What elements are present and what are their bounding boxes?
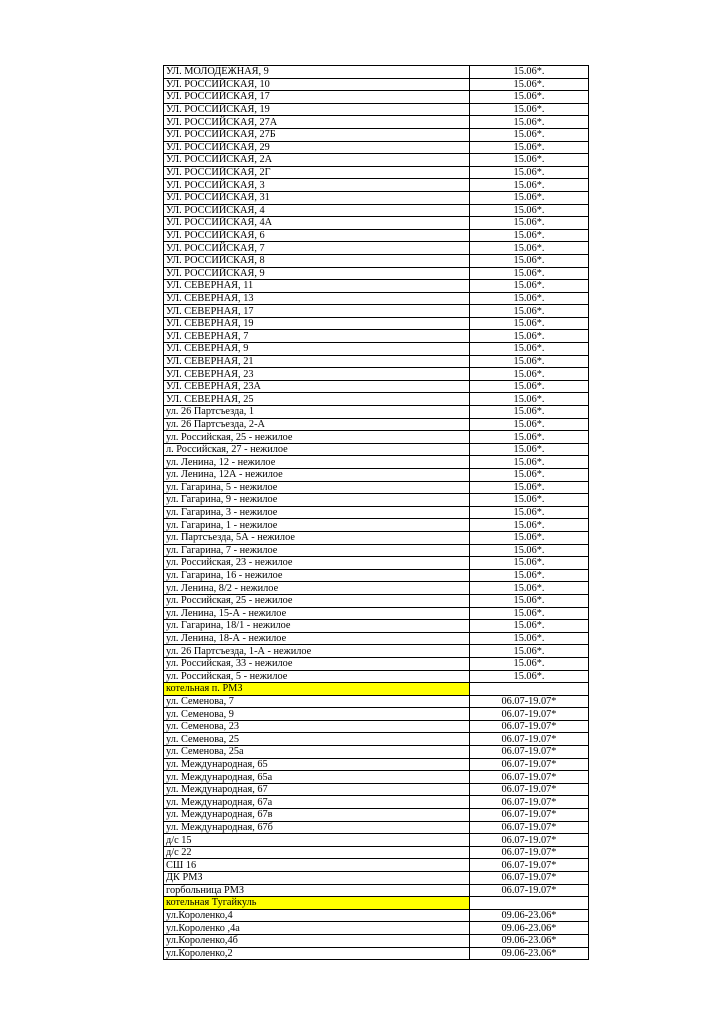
date-cell: 15.06*. bbox=[470, 204, 589, 217]
table-row bbox=[164, 947, 589, 960]
address-cell: УЛ. СЕВЕРНАЯ, 25 bbox=[164, 393, 470, 406]
date-cell: 15.06*. bbox=[470, 317, 589, 330]
address-cell: УЛ. СЕВЕРНАЯ, 19 bbox=[164, 317, 470, 330]
date-cell: 15.06*. bbox=[470, 406, 589, 419]
address-cell: СШ 16 bbox=[164, 859, 470, 872]
table-row bbox=[164, 343, 589, 356]
table-row bbox=[164, 91, 589, 104]
address-cell: ул. Международная, 67в bbox=[164, 809, 470, 822]
date-cell: 15.06*. bbox=[470, 607, 589, 620]
address-cell: ул. Гагарина, 3 - нежилое bbox=[164, 506, 470, 519]
section-row bbox=[164, 683, 589, 696]
table-row bbox=[164, 720, 589, 733]
table-row bbox=[164, 217, 589, 230]
table-row bbox=[164, 267, 589, 280]
date-cell: 15.06*. bbox=[470, 355, 589, 368]
date-cell: 15.06*. bbox=[470, 166, 589, 179]
address-cell: ул. Международная, 65 bbox=[164, 758, 470, 771]
table-row bbox=[164, 506, 589, 519]
table-row bbox=[164, 393, 589, 406]
date-cell: 15.06*. bbox=[470, 569, 589, 582]
date-cell: 15.06*. bbox=[470, 368, 589, 381]
table-row bbox=[164, 846, 589, 859]
date-cell: 06.07-19.07* bbox=[470, 746, 589, 759]
table-row bbox=[164, 872, 589, 885]
date-cell: 15.06*. bbox=[470, 330, 589, 343]
date-cell: 15.06*. bbox=[470, 78, 589, 91]
table-row bbox=[164, 368, 589, 381]
address-cell: ул. Семенова, 9 bbox=[164, 708, 470, 721]
address-cell: УЛ. РОССИЙСКАЯ, 4А bbox=[164, 217, 470, 230]
address-cell: ул. Гагарина, 7 - нежилое bbox=[164, 544, 470, 557]
section-title-cell: котельная Тугайкуль bbox=[164, 897, 470, 910]
table-row bbox=[164, 191, 589, 204]
date-cell: 15.06*. bbox=[470, 657, 589, 670]
address-cell: ул. Российская, 33 - нежилое bbox=[164, 657, 470, 670]
address-cell: УЛ. СЕВЕРНАЯ, 23 bbox=[164, 368, 470, 381]
table-row bbox=[164, 292, 589, 305]
address-cell: ул. Гагарина, 1 - нежилое bbox=[164, 519, 470, 532]
address-cell: УЛ. РОССИЙСКАЯ, 27Б bbox=[164, 128, 470, 141]
table-row bbox=[164, 317, 589, 330]
table-row bbox=[164, 204, 589, 217]
date-cell: 15.06*. bbox=[470, 456, 589, 469]
date-cell: 15.06*. bbox=[470, 645, 589, 658]
table-row bbox=[164, 809, 589, 822]
date-cell: 15.06*. bbox=[470, 393, 589, 406]
date-cell: 15.06*. bbox=[470, 305, 589, 318]
date-cell: 15.06*. bbox=[470, 267, 589, 280]
table-row bbox=[164, 469, 589, 482]
address-cell: ул. Ленина, 8/2 - нежилое bbox=[164, 582, 470, 595]
date-cell: 15.06*. bbox=[470, 191, 589, 204]
address-cell: УЛ. РОССИЙСКАЯ, 27А bbox=[164, 116, 470, 129]
address-cell: ул. Семенова, 23 bbox=[164, 720, 470, 733]
table-row bbox=[164, 834, 589, 847]
date-cell: 06.07-19.07* bbox=[470, 821, 589, 834]
date-cell: 15.06*. bbox=[470, 531, 589, 544]
table-row bbox=[164, 531, 589, 544]
address-cell: ул. Партсъезда, 5А - нежилое bbox=[164, 531, 470, 544]
address-cell: ул. 26 Партсъезда, 1 bbox=[164, 406, 470, 419]
date-cell: 09.06-23.06* bbox=[470, 934, 589, 947]
table-row bbox=[164, 355, 589, 368]
address-cell: ул. Гагарина, 16 - нежилое bbox=[164, 569, 470, 582]
table-row bbox=[164, 229, 589, 242]
address-cell: ул. Международная, 67б bbox=[164, 821, 470, 834]
date-cell: 06.07-19.07* bbox=[470, 846, 589, 859]
address-cell: ул. Семенова, 25а bbox=[164, 746, 470, 759]
address-cell: ул. Семенова, 25 bbox=[164, 733, 470, 746]
table-row bbox=[164, 632, 589, 645]
address-cell: УЛ. РОССИЙСКАЯ, 31 bbox=[164, 191, 470, 204]
address-cell: УЛ. РОССИЙСКАЯ, 4 bbox=[164, 204, 470, 217]
table-row bbox=[164, 620, 589, 633]
table-row bbox=[164, 859, 589, 872]
address-cell: горбольница РМЗ bbox=[164, 884, 470, 897]
address-cell: ул.Короленко ,4а bbox=[164, 922, 470, 935]
table-row bbox=[164, 242, 589, 255]
date-cell: 15.06*. bbox=[470, 494, 589, 507]
table-row bbox=[164, 141, 589, 154]
address-cell: ул. Международная, 65а bbox=[164, 771, 470, 784]
date-cell: 06.07-19.07* bbox=[470, 809, 589, 822]
table-row bbox=[164, 481, 589, 494]
date-cell: 06.07-19.07* bbox=[470, 796, 589, 809]
date-cell: 06.07-19.07* bbox=[470, 884, 589, 897]
table-row bbox=[164, 607, 589, 620]
table-row bbox=[164, 179, 589, 192]
address-cell: УЛ. РОССИЙСКАЯ, 2А bbox=[164, 154, 470, 167]
date-cell: 15.06*. bbox=[470, 179, 589, 192]
address-cell: ул. Ленина, 15-А - нежилое bbox=[164, 607, 470, 620]
date-cell: 15.06*. bbox=[470, 481, 589, 494]
table-row bbox=[164, 594, 589, 607]
table-row bbox=[164, 78, 589, 91]
date-cell: 15.06*. bbox=[470, 217, 589, 230]
date-cell: 15.06*. bbox=[470, 91, 589, 104]
date-cell: 06.07-19.07* bbox=[470, 695, 589, 708]
address-cell: ул. Ленина, 12А - нежилое bbox=[164, 469, 470, 482]
address-cell: УЛ. РОССИЙСКАЯ, 2Г bbox=[164, 166, 470, 179]
date-cell: 15.06*. bbox=[470, 443, 589, 456]
date-cell: 15.06*. bbox=[470, 292, 589, 305]
schedule-table-body bbox=[164, 66, 589, 960]
address-cell: ул. Российская, 25 - нежилое bbox=[164, 431, 470, 444]
table-row bbox=[164, 746, 589, 759]
date-cell: 06.07-19.07* bbox=[470, 708, 589, 721]
date-cell: 09.06-23.06* bbox=[470, 922, 589, 935]
address-cell: ул. Семенова, 7 bbox=[164, 695, 470, 708]
date-cell: 06.07-19.07* bbox=[470, 771, 589, 784]
table-row bbox=[164, 330, 589, 343]
table-row bbox=[164, 922, 589, 935]
date-cell: 15.06*. bbox=[470, 141, 589, 154]
address-cell: УЛ. РОССИЙСКАЯ, 6 bbox=[164, 229, 470, 242]
table-row bbox=[164, 280, 589, 293]
table-row bbox=[164, 758, 589, 771]
date-cell: 15.06*. bbox=[470, 506, 589, 519]
address-cell: УЛ. РОССИЙСКАЯ, 7 bbox=[164, 242, 470, 255]
address-cell: УЛ. РОССИЙСКАЯ, 17 bbox=[164, 91, 470, 104]
address-cell: УЛ. РОССИЙСКАЯ, 3 bbox=[164, 179, 470, 192]
table-row bbox=[164, 166, 589, 179]
table-row bbox=[164, 406, 589, 419]
address-cell: ул. Международная, 67а bbox=[164, 796, 470, 809]
date-cell: 15.06*. bbox=[470, 128, 589, 141]
table-row bbox=[164, 783, 589, 796]
date-cell: 15.06*. bbox=[470, 544, 589, 557]
address-cell: УЛ. РОССИЙСКАЯ, 9 bbox=[164, 267, 470, 280]
date-cell: 09.06-23.06* bbox=[470, 909, 589, 922]
address-cell: ул. Ленина, 18-А - нежилое bbox=[164, 632, 470, 645]
address-cell: ул. Ленина, 12 - нежилое bbox=[164, 456, 470, 469]
address-cell: ул. Российская, 25 - нежилое bbox=[164, 594, 470, 607]
address-cell: ул.Короленко,4 bbox=[164, 909, 470, 922]
date-cell: 15.06*. bbox=[470, 469, 589, 482]
date-cell: 15.06*. bbox=[470, 116, 589, 129]
table-row bbox=[164, 569, 589, 582]
table-row bbox=[164, 380, 589, 393]
date-cell: 15.06*. bbox=[470, 519, 589, 532]
address-cell: ул. 26 Партсъезда, 1-А - нежилое bbox=[164, 645, 470, 658]
address-cell: ул. Российская, 23 - нежилое bbox=[164, 557, 470, 570]
date-cell: 15.06*. bbox=[470, 154, 589, 167]
date-cell: 15.06*. bbox=[470, 380, 589, 393]
table-row bbox=[164, 771, 589, 784]
address-cell: ул. Гагарина, 18/1 - нежилое bbox=[164, 620, 470, 633]
address-cell: ул. Международная, 67 bbox=[164, 783, 470, 796]
date-cell: 06.07-19.07* bbox=[470, 758, 589, 771]
table-row bbox=[164, 708, 589, 721]
table-row bbox=[164, 431, 589, 444]
date-cell: 15.06*. bbox=[470, 620, 589, 633]
table-row bbox=[164, 103, 589, 116]
address-cell: л. Российская, 27 - нежилое bbox=[164, 443, 470, 456]
address-cell: УЛ. СЕВЕРНАЯ, 11 bbox=[164, 280, 470, 293]
date-cell: 15.06*. bbox=[470, 431, 589, 444]
address-cell: УЛ. СЕВЕРНАЯ, 17 bbox=[164, 305, 470, 318]
table-row bbox=[164, 456, 589, 469]
table-row bbox=[164, 884, 589, 897]
table-row bbox=[164, 544, 589, 557]
table-row bbox=[164, 657, 589, 670]
address-cell: УЛ. СЕВЕРНАЯ, 9 bbox=[164, 343, 470, 356]
date-cell: 06.07-19.07* bbox=[470, 733, 589, 746]
address-cell: ул. Гагарина, 5 - нежилое bbox=[164, 481, 470, 494]
address-cell: УЛ. СЕВЕРНАЯ, 21 bbox=[164, 355, 470, 368]
date-cell: 15.06*. bbox=[470, 66, 589, 79]
table-row bbox=[164, 796, 589, 809]
table-row bbox=[164, 254, 589, 267]
address-cell: ул. Российская, 5 - нежилое bbox=[164, 670, 470, 683]
schedule-table bbox=[163, 65, 589, 960]
date-cell: 06.07-19.07* bbox=[470, 859, 589, 872]
date-cell bbox=[470, 897, 589, 910]
date-cell: 15.06*. bbox=[470, 418, 589, 431]
table-row bbox=[164, 645, 589, 658]
table-row bbox=[164, 443, 589, 456]
section-title-cell: котельная п. РМЗ bbox=[164, 683, 470, 696]
table-row bbox=[164, 519, 589, 532]
address-cell: ул. Гагарина, 9 - нежилое bbox=[164, 494, 470, 507]
date-cell: 15.06*. bbox=[470, 670, 589, 683]
date-cell: 15.06*. bbox=[470, 103, 589, 116]
table-row bbox=[164, 821, 589, 834]
date-cell: 06.07-19.07* bbox=[470, 872, 589, 885]
table-row bbox=[164, 557, 589, 570]
table-row bbox=[164, 494, 589, 507]
address-cell: ДК РМЗ bbox=[164, 872, 470, 885]
table-row bbox=[164, 582, 589, 595]
address-cell: д/с 15 bbox=[164, 834, 470, 847]
date-cell: 15.06*. bbox=[470, 254, 589, 267]
date-cell: 15.06*. bbox=[470, 632, 589, 645]
table-row bbox=[164, 116, 589, 129]
table-row bbox=[164, 934, 589, 947]
date-cell: 06.07-19.07* bbox=[470, 783, 589, 796]
table-row bbox=[164, 695, 589, 708]
date-cell: 15.06*. bbox=[470, 582, 589, 595]
date-cell: 06.07-19.07* bbox=[470, 834, 589, 847]
address-cell: УЛ. СЕВЕРНАЯ, 7 bbox=[164, 330, 470, 343]
date-cell: 15.06*. bbox=[470, 594, 589, 607]
address-cell: УЛ. РОССИЙСКАЯ, 19 bbox=[164, 103, 470, 116]
date-cell: 15.06*. bbox=[470, 557, 589, 570]
address-cell: УЛ. РОССИЙСКАЯ, 8 bbox=[164, 254, 470, 267]
address-cell: УЛ. СЕВЕРНАЯ, 13 bbox=[164, 292, 470, 305]
date-cell bbox=[470, 683, 589, 696]
address-cell: УЛ. СЕВЕРНАЯ, 23А bbox=[164, 380, 470, 393]
table-row bbox=[164, 128, 589, 141]
date-cell: 15.06*. bbox=[470, 280, 589, 293]
date-cell: 09.06-23.06* bbox=[470, 947, 589, 960]
table-row bbox=[164, 909, 589, 922]
date-cell: 15.06*. bbox=[470, 343, 589, 356]
address-cell: ул.Короленко,4б bbox=[164, 934, 470, 947]
table-row bbox=[164, 66, 589, 79]
date-cell: 06.07-19.07* bbox=[470, 720, 589, 733]
table-row bbox=[164, 733, 589, 746]
section-row bbox=[164, 897, 589, 910]
table-row bbox=[164, 305, 589, 318]
address-cell: УЛ. МОЛОДЕЖНАЯ, 9 bbox=[164, 66, 470, 79]
address-cell: ул. 26 Партсъезда, 2-А bbox=[164, 418, 470, 431]
date-cell: 15.06*. bbox=[470, 229, 589, 242]
address-cell: д/с 22 bbox=[164, 846, 470, 859]
address-cell: УЛ. РОССИЙСКАЯ, 10 bbox=[164, 78, 470, 91]
address-cell: УЛ. РОССИЙСКАЯ, 29 bbox=[164, 141, 470, 154]
table-row bbox=[164, 670, 589, 683]
date-cell: 15.06*. bbox=[470, 242, 589, 255]
table-row bbox=[164, 418, 589, 431]
table-row bbox=[164, 154, 589, 167]
address-cell: ул.Короленко,2 bbox=[164, 947, 470, 960]
